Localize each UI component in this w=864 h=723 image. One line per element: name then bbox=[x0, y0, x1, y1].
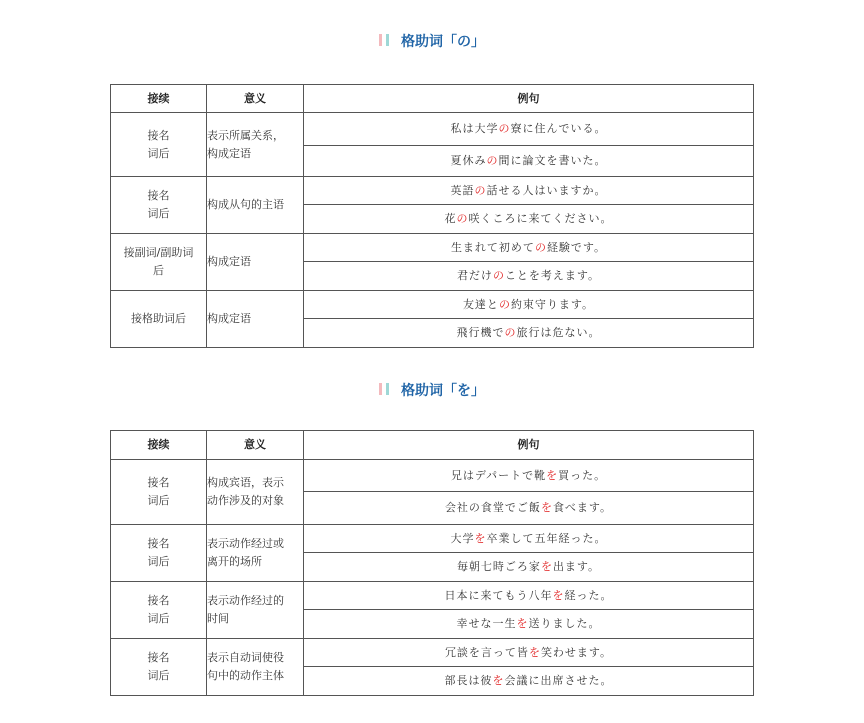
table-row bbox=[111, 460, 754, 492]
connection-cell: 接名 词后 bbox=[111, 582, 207, 639]
table-row bbox=[111, 177, 754, 205]
meaning-cell: 构成从句的主语 bbox=[207, 177, 304, 234]
example-cell bbox=[304, 146, 754, 177]
particle-highlight: の bbox=[474, 183, 487, 197]
example-text: ことを考えます。 bbox=[504, 269, 601, 282]
particle-highlight: を bbox=[540, 560, 553, 573]
example-text: 間に論文を書いた。 bbox=[498, 154, 607, 167]
example-text: 幸せな一生 bbox=[456, 617, 517, 630]
example-text: 出ます。 bbox=[552, 560, 601, 573]
example-text: 会社の食堂でご飯 bbox=[444, 501, 541, 514]
example-text: 経った。 bbox=[564, 588, 613, 602]
header-example: 例句 bbox=[304, 85, 754, 113]
example-text: 花 bbox=[444, 212, 457, 225]
title-marker-icon bbox=[379, 34, 393, 46]
example-text: 話せる人はいますか。 bbox=[486, 183, 607, 197]
example-text: 私は大学 bbox=[450, 122, 499, 135]
table-row bbox=[111, 113, 754, 146]
header-meaning: 意义 bbox=[207, 431, 304, 460]
meaning-cell: 构成定语 bbox=[207, 234, 304, 291]
table-row bbox=[111, 525, 754, 553]
example-text: 卒業して五年経った。 bbox=[486, 531, 607, 545]
connection-cell: 接名 词后 bbox=[111, 525, 207, 582]
example-text: 咲くころに来てください。 bbox=[468, 212, 613, 225]
example-text: 買った。 bbox=[558, 468, 607, 482]
grammar-table-wo bbox=[110, 430, 754, 696]
title-marker-icon bbox=[379, 383, 393, 395]
example-text: 部長は彼 bbox=[444, 674, 493, 687]
example-cell bbox=[304, 319, 754, 348]
particle-highlight: を bbox=[528, 645, 541, 659]
grammar-table-no bbox=[110, 84, 754, 348]
example-text: 英語 bbox=[450, 183, 475, 197]
example-cell bbox=[304, 610, 754, 639]
example-cell bbox=[304, 177, 754, 205]
connection-cell: 接副词/副助词 后 bbox=[111, 234, 207, 291]
example-cell bbox=[304, 234, 754, 262]
section-title-no: 格助词「の」 bbox=[0, 32, 864, 52]
particle-highlight: を bbox=[492, 674, 505, 687]
meaning-cell: 构成定语 bbox=[207, 291, 304, 348]
example-cell bbox=[304, 205, 754, 234]
table-body bbox=[111, 460, 754, 696]
example-text: 寮に住んでいる。 bbox=[510, 122, 607, 135]
connection-cell: 接名 词后 bbox=[111, 177, 207, 234]
example-cell bbox=[304, 291, 754, 319]
particle-highlight: の bbox=[456, 212, 469, 225]
example-text: 送りました。 bbox=[528, 617, 601, 630]
example-text: 毎朝七時ごろ家 bbox=[456, 560, 541, 573]
example-text: 生まれて初めて bbox=[450, 240, 535, 254]
header-meaning: 意义 bbox=[207, 85, 304, 113]
example-text: 飛行機で bbox=[456, 326, 505, 339]
example-text: 笑わせます。 bbox=[540, 645, 613, 659]
table-header-row bbox=[111, 431, 754, 460]
connection-cell: 接名 词后 bbox=[111, 113, 207, 177]
meaning-cell: 表示动作经过或 离开的场所 bbox=[207, 525, 304, 582]
particle-highlight: を bbox=[546, 468, 559, 482]
example-text: 会議に出席させた。 bbox=[504, 674, 613, 687]
connection-cell: 接格助词后 bbox=[111, 291, 207, 348]
particle-highlight: を bbox=[516, 617, 529, 630]
example-text: 夏休み bbox=[450, 154, 487, 167]
example-cell bbox=[304, 262, 754, 291]
table-body bbox=[111, 113, 754, 348]
example-text: 友達と bbox=[462, 297, 499, 311]
example-text: 兄はデパートで靴 bbox=[450, 468, 547, 482]
table-row bbox=[111, 234, 754, 262]
example-text: 食べます。 bbox=[552, 501, 613, 514]
header-example: 例句 bbox=[304, 431, 754, 460]
particle-highlight: の bbox=[504, 326, 517, 339]
table-row bbox=[111, 291, 754, 319]
connection-cell: 接名 词后 bbox=[111, 460, 207, 525]
example-text: 冗談を言って皆 bbox=[444, 645, 529, 659]
header-connection: 接续 bbox=[111, 85, 207, 113]
meaning-cell: 表示自动词使役 句中的动作主体 bbox=[207, 639, 304, 696]
example-cell bbox=[304, 582, 754, 610]
example-cell bbox=[304, 525, 754, 553]
connection-cell: 接名 词后 bbox=[111, 639, 207, 696]
example-text: 旅行は危ない。 bbox=[516, 326, 601, 339]
example-text: 経験です。 bbox=[546, 240, 607, 254]
particle-highlight: を bbox=[540, 501, 553, 514]
section-title-wo: 格助词「を」 bbox=[0, 381, 864, 401]
example-cell bbox=[304, 113, 754, 146]
particle-highlight: を bbox=[474, 531, 487, 545]
example-text: 大学 bbox=[450, 531, 475, 545]
particle-highlight: の bbox=[492, 269, 505, 282]
particle-highlight: の bbox=[498, 297, 511, 311]
table-row bbox=[111, 582, 754, 610]
particle-highlight: を bbox=[552, 588, 565, 602]
example-text: 約束守ります。 bbox=[510, 297, 595, 311]
table-row bbox=[111, 639, 754, 667]
meaning-cell: 表示动作经过的 时间 bbox=[207, 582, 304, 639]
example-cell bbox=[304, 639, 754, 667]
header-connection: 接续 bbox=[111, 431, 207, 460]
meaning-cell: 表示所属关系， 构成定语 bbox=[207, 113, 304, 177]
particle-highlight: の bbox=[498, 122, 511, 135]
example-text: 日本に来てもう八年 bbox=[444, 588, 553, 602]
example-text: 君だけ bbox=[456, 269, 493, 282]
example-cell bbox=[304, 667, 754, 696]
example-cell bbox=[304, 460, 754, 492]
particle-highlight: の bbox=[486, 154, 499, 167]
example-cell bbox=[304, 553, 754, 582]
meaning-cell: 构成宾语，表示 动作涉及的对象 bbox=[207, 460, 304, 525]
example-cell bbox=[304, 492, 754, 525]
particle-highlight: の bbox=[534, 240, 547, 254]
table-header-row bbox=[111, 85, 754, 113]
